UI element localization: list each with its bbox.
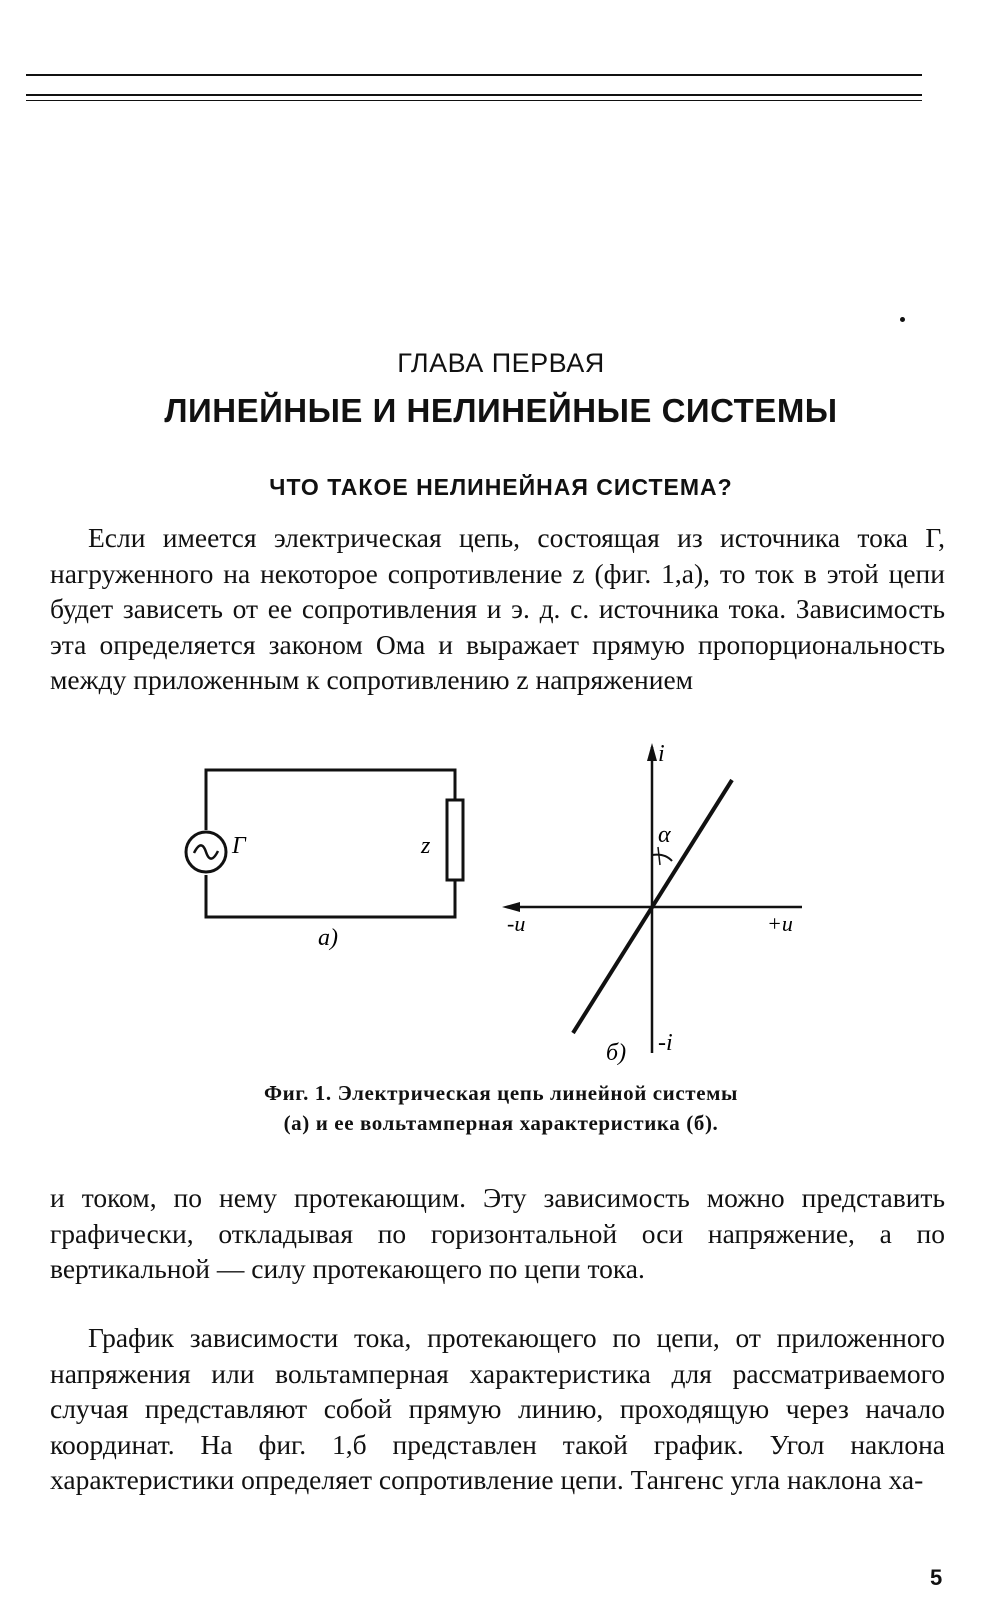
- circuit-panel-label: а): [318, 925, 338, 951]
- section-title: ЧТО ТАКОЕ НЕЛИНЕЙНАЯ СИСТЕМА?: [269, 474, 733, 500]
- stray-dot: [900, 317, 905, 322]
- paragraph-1: Если имеется электрическая цепь, состоящая из источника тока Г, нагруженного на некоторое сопротивление z (фиг. 1,а), то ток в этой цепи будет зависеть от ее сопротивления и э. д. с. источника тока. Зависимость эта определяется законом Ома и выражает прямую пропорциональность между приложенным к сопротивлению z напряжением: [50, 522, 945, 695]
- resistor-icon: [447, 800, 463, 880]
- y-axis-arrow-icon: [647, 743, 657, 761]
- page-number: 5: [930, 1565, 943, 1590]
- resistor-label: z: [421, 833, 431, 859]
- top-rule-2: [26, 94, 922, 96]
- figure-1: [170, 735, 840, 1065]
- paragraph-3: График зависимости тока, протекающего по цепи, от приложенного напряжения или вольтамперная характеристика для рассматриваемого случая представляют собой прямую линию, проходящую через начало координат. На фиг. 1,б представлен такой график. Угол наклона характеристики определяет сопротивление цепи. Тангенс угла наклона ха-: [50, 1322, 945, 1495]
- sine-wave-icon: [194, 845, 218, 858]
- graph-panel-label: б): [606, 1040, 627, 1065]
- top-rule-3: [26, 100, 922, 101]
- top-rule-1: [26, 74, 922, 76]
- caption-line-1: Фиг. 1. Электрическая цепь линейной системы: [263, 1081, 739, 1105]
- x-neg-label: -u: [507, 911, 526, 936]
- caption-line-2: (а) и ее вольтамперная характеристика (б).: [283, 1111, 719, 1135]
- vi-graph: [502, 743, 802, 1053]
- figure-caption: [0, 1078, 1002, 1138]
- circuit-wire-bottom: [206, 875, 455, 917]
- source-label: Г: [232, 833, 246, 859]
- angle-tick: [658, 847, 660, 865]
- angle-arc: [652, 855, 672, 861]
- y-neg-label: -i: [658, 1030, 673, 1056]
- y-pos-label: i: [658, 741, 665, 767]
- figure-svg: [170, 735, 840, 1065]
- x-pos-label: +u: [767, 911, 793, 936]
- angle-label: α: [658, 822, 671, 848]
- chapter-label: ГЛАВА ПЕРВАЯ: [397, 348, 605, 378]
- paragraph-2: и током, по нему протекающим. Эту зависимость можно представить графически, откладывая по горизонтальной оси напряжение, а по вертикальной — силу протекающего по цепи тока.: [50, 1182, 945, 1284]
- chapter-title: ЛИНЕЙНЫЕ И НЕЛИНЕЙНЫЕ СИСТЕМЫ: [164, 392, 838, 429]
- circuit-wire-top: [206, 770, 455, 830]
